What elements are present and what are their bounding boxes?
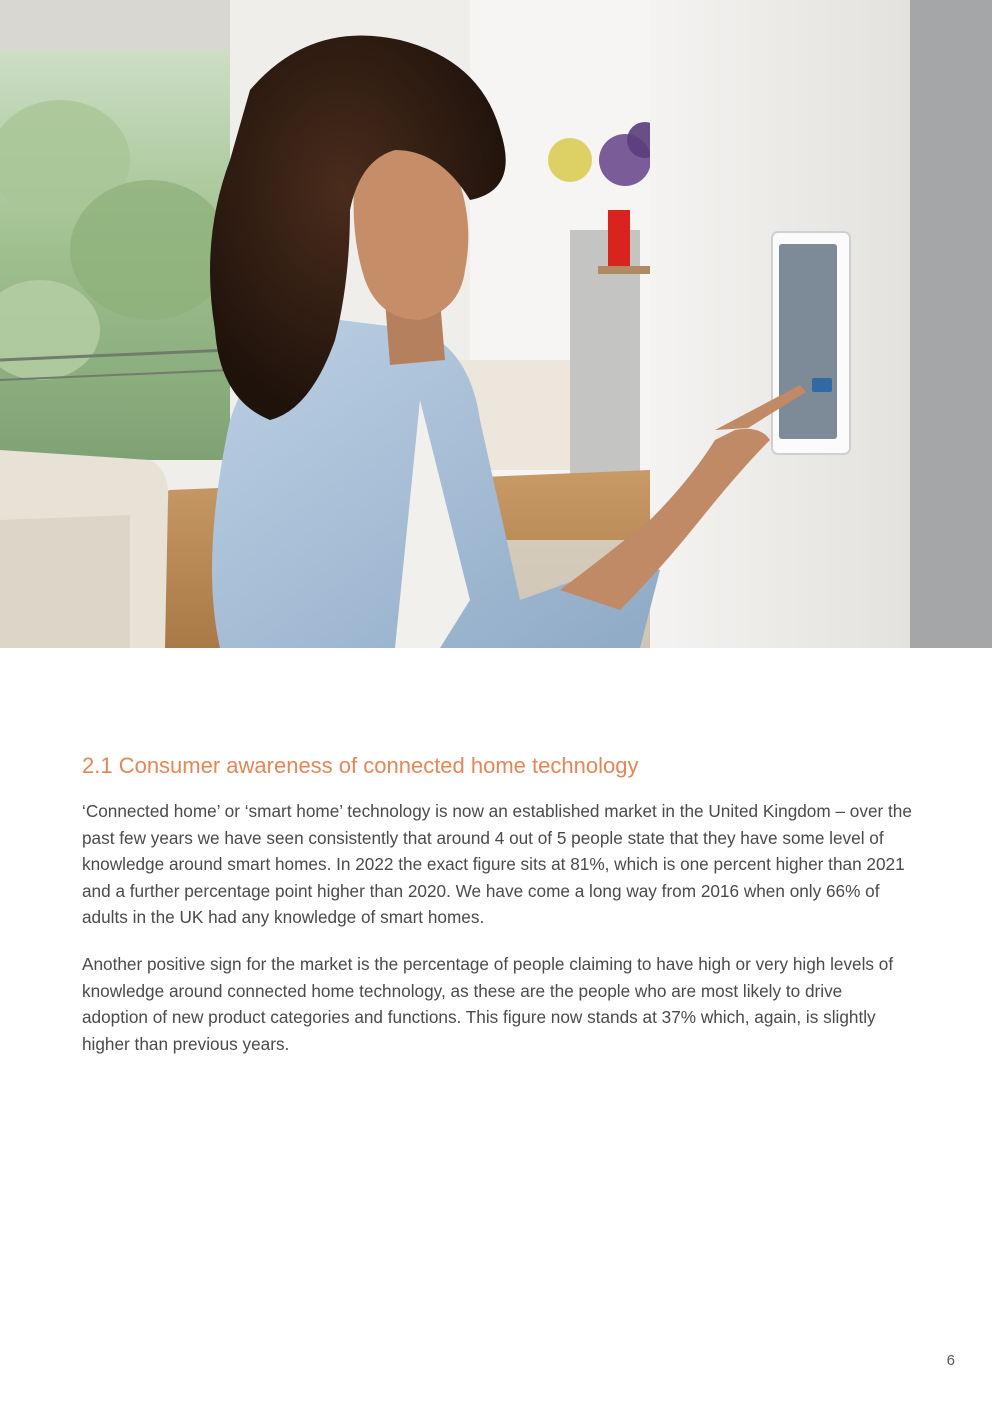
page-number: 6 <box>946 1352 955 1369</box>
body-paragraph-1: ‘Connected home’ or ‘smart home’ technology is now an established market in the United Kingdom – over the past few years we have seen consistently that around 4 out of 5 people state that they have some level of knowledge around smart homes. In 2022 the exact figure sits at 81%, which is one percent higher than 2021 and a further percentage point higher than 2020. We have come a long way from 2016 when only 66% of adults in the UK had any knowledge of smart homes. <box>82 801 912 928</box>
hero-illustration <box>0 0 992 648</box>
section-heading: 2.1 Consumer awareness of connected home technology <box>82 753 639 778</box>
article-content <box>82 750 912 1077</box>
hero-photo <box>0 0 992 648</box>
body-paragraph-2: Another positive sign for the market is the percentage of people claiming to have high or very high levels of knowledge around connected home technology, as these are the people who are most likely to drive adoption of new product categories and functions. This figure now stands at 37% which, again, is slightly higher than previous years. <box>82 953 894 1054</box>
